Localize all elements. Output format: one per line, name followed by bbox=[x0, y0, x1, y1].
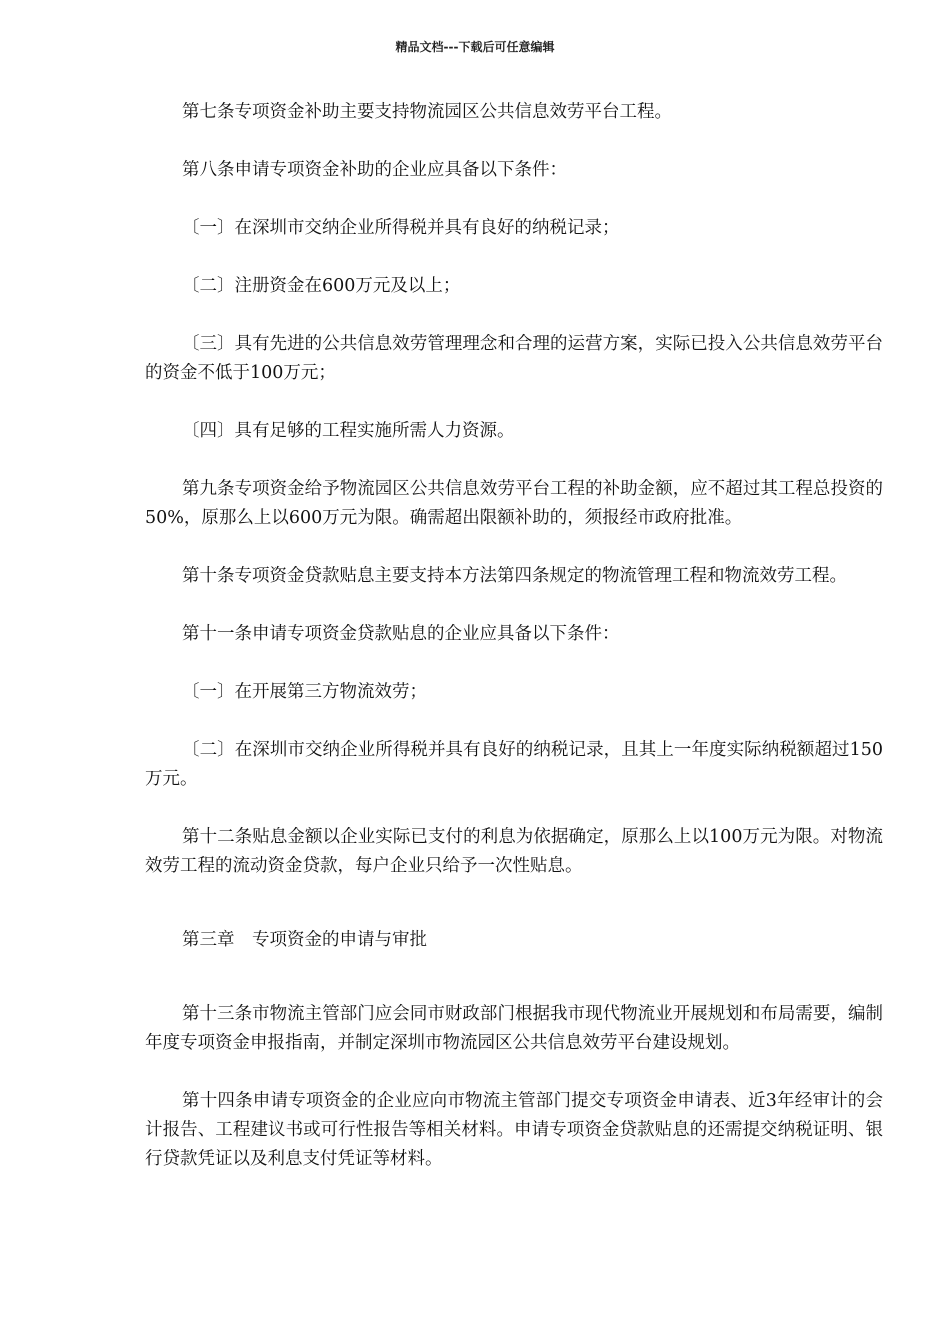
article-11: 第十一条申请专项资金贷款贴息的企业应具备以下条件： bbox=[182, 624, 620, 644]
article-8-item-2: 〔二〕注册资金在600万元及以上； bbox=[182, 276, 461, 296]
article-7: 第七条专项资金补助主要支持物流园区公共信息效劳平台工程。 bbox=[182, 102, 672, 122]
article-14: 第十四条申请专项资金的企业应向市物流主管部门提交专项资金申请表、近3年经审计的会计报告、工程建议书或可行性报告等相关材料。申请专项资金贷款贴息的还需提交纳税证明、银行贷款凭证以及利息支付凭证等材料。 bbox=[145, 1091, 883, 1169]
article-11-item-2: 〔二〕在深圳市交纳企业所得税并具有良好的纳税记录，且其上一年度实际纳税额超过150万元。 bbox=[145, 740, 883, 789]
article-9: 第九条专项资金给予物流园区公共信息效劳平台工程的补助金额，应不超过其工程总投资的50%，原那么上以600万元为限。确需超出限额补助的，须报经市政府批准。 bbox=[145, 479, 883, 528]
page-header: 精品文档---下载后可任意编辑 bbox=[395, 40, 555, 54]
article-13: 第十三条市物流主管部门应会同市财政部门根据我市现代物流业开展规划和布局需要，编制年度专项资金申报指南，并制定深圳市物流园区公共信息效劳平台建设规划。 bbox=[145, 1004, 883, 1053]
article-8-item-4: 〔四〕具有足够的工程实施所需人力资源。 bbox=[182, 421, 515, 441]
document-body bbox=[145, 98, 883, 1203]
chapter-heading: 第三章 专项资金的申请与审批 bbox=[182, 930, 427, 950]
article-8-item-3: 〔三〕具有先进的公共信息效劳管理理念和合理的运营方案，实际已投入公共信息效劳平台的资金不低于100万元； bbox=[145, 334, 883, 383]
article-10: 第十条专项资金贷款贴息主要支持本方法第四条规定的物流管理工程和物流效劳工程。 bbox=[182, 566, 847, 586]
article-11-item-1: 〔一〕在开展第三方物流效劳； bbox=[182, 682, 427, 702]
article-8-item-1: 〔一〕在深圳市交纳企业所得税并具有良好的纳税记录； bbox=[182, 218, 620, 238]
article-8: 第八条申请专项资金补助的企业应具备以下条件： bbox=[182, 160, 567, 180]
article-12: 第十二条贴息金额以企业实际已支付的利息为依据确定，原那么上以100万元为限。对物流效劳工程的流动资金贷款，每户企业只给予一次性贴息。 bbox=[145, 827, 883, 876]
